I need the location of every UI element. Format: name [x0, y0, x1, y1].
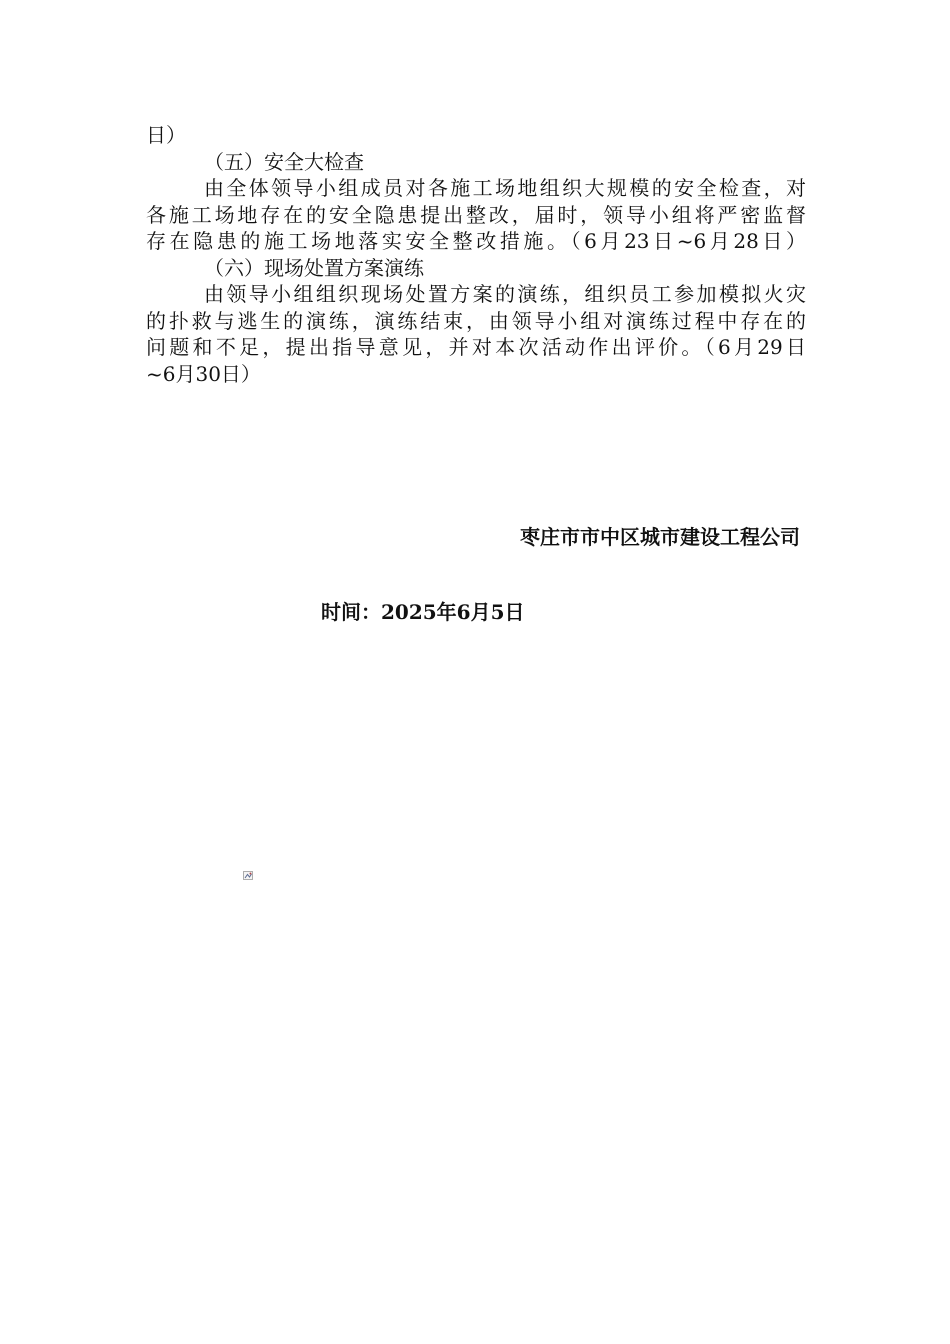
paragraph-line: 由领导小组组织现场处置方案的演练，组织员工参加模拟火灾 — [204, 282, 806, 306]
section-heading-drill: （六）现场处置方案演练 — [204, 255, 424, 280]
signature-date: 时间：2025年6月5日 — [321, 600, 525, 624]
broken-image-icon — [243, 871, 254, 881]
paragraph-line: 由全体领导小组成员对各施工场地组织大规模的安全检查，对 — [204, 176, 806, 200]
paragraph-line: 存在隐患的施工场地落实安全整改措施。（6月23日~6月28日） — [146, 229, 806, 253]
paragraph-line: 各施工场地存在的安全隐患提出整改，届时，领导小组将严密监督 — [146, 202, 806, 227]
paragraph-line: 问题和不足，提出指导意见，并对本次活动作出评价。（6月29日 — [146, 335, 806, 359]
section-heading-safety-inspection: （五）安全大检查 — [204, 149, 364, 174]
company-signature: 枣庄市市中区城市建设工程公司 — [520, 525, 800, 549]
paragraph-continuation: 日） — [146, 123, 186, 147]
paragraph-line: ~6月30日） — [146, 361, 261, 386]
paragraph-line: 的扑救与逃生的演练，演练结束，由领导小组对演练过程中存在的 — [146, 308, 806, 333]
document-body — [146, 122, 806, 387]
